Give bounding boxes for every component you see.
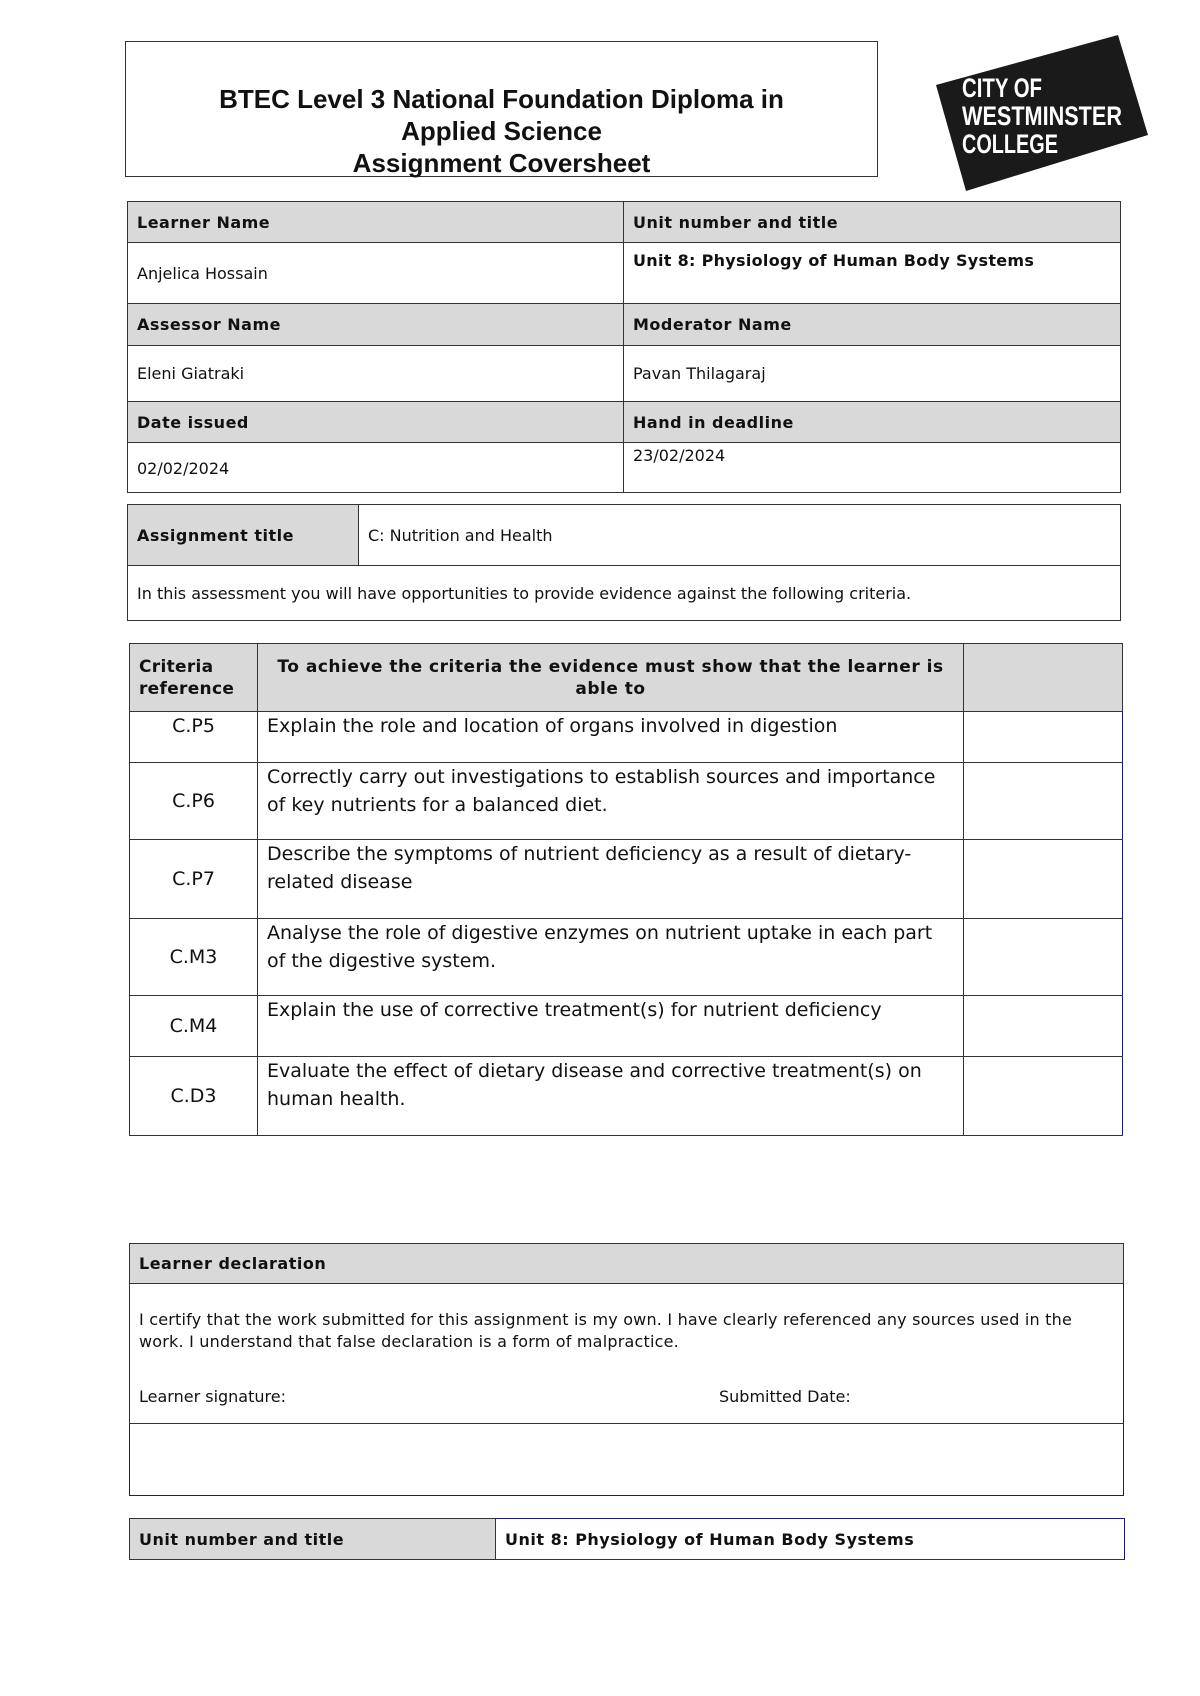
learner-name-value: Anjelica Hossain — [128, 243, 624, 304]
criteria-row — [130, 919, 1123, 996]
declaration-table — [129, 1243, 1124, 1496]
criteria-desc: Describe the symptoms of nutrient deficiency as a result of dietary-related disease — [258, 840, 964, 919]
criteria-ref: C.P6 — [130, 763, 258, 840]
learner-details-table — [127, 201, 1121, 493]
footer-unit-table — [129, 1518, 1125, 1560]
criteria-desc: Analyse the role of digestive enzymes on nutrient uptake in each part of the digestive system. — [258, 919, 964, 996]
criteria-desc: Explain the use of corrective treatment(s) for nutrient deficiency — [258, 996, 964, 1057]
criteria-blank-header — [964, 644, 1123, 712]
criteria-evidence-cell[interactable] — [964, 840, 1123, 919]
svg-text:CITY OF: CITY OF — [962, 73, 1042, 103]
document-title-box — [125, 41, 878, 177]
criteria-ref-header: Criteria reference — [130, 644, 258, 712]
criteria-ref: C.M3 — [130, 919, 258, 996]
criteria-desc: Explain the role and location of organs involved in digestion — [258, 712, 964, 763]
criteria-row — [130, 840, 1123, 919]
title-line-2: Applied Science — [401, 116, 602, 146]
criteria-table — [129, 643, 1123, 1136]
footer-unit-value: Unit 8: Physiology of Human Body Systems — [496, 1519, 1125, 1560]
signature-label: Learner signature: — [139, 1387, 286, 1406]
deadline-value: 23/02/2024 — [624, 443, 1121, 493]
svg-text:COLLEGE: COLLEGE — [962, 129, 1058, 159]
criteria-ref: C.M4 — [130, 996, 258, 1057]
title-line-3: Assignment Coversheet — [352, 148, 651, 178]
title-line-1: BTEC Level 3 National Foundation Diploma in — [219, 84, 784, 114]
learner-name-label: Learner Name — [128, 202, 624, 243]
criteria-ref: C.P7 — [130, 840, 258, 919]
college-logo — [936, 35, 1148, 191]
declaration-text: I certify that the work submitted for this assignment is my own. I have clearly referenced any sources used in the work. I understand that false declaration is a form of malpractice. — [139, 1310, 1072, 1351]
criteria-evidence-cell[interactable] — [964, 712, 1123, 763]
moderator-value: Pavan Thilagaraj — [624, 346, 1121, 402]
assignment-intro: In this assessment you will have opportunities to provide evidence against the following criteria. — [128, 566, 1121, 621]
assignment-title-value: C: Nutrition and Health — [359, 505, 1121, 566]
svg-text:WESTMINSTER: WESTMINSTER — [962, 101, 1122, 131]
declaration-heading: Learner declaration — [130, 1244, 1124, 1284]
unit-value: Unit 8: Physiology of Human Body Systems — [624, 243, 1121, 304]
criteria-desc-header: To achieve the criteria the evidence must show that the learner is able to — [258, 644, 964, 712]
submitted-date-label: Submitted Date: — [719, 1387, 851, 1406]
moderator-label: Moderator Name — [624, 304, 1121, 346]
criteria-evidence-cell[interactable] — [964, 996, 1123, 1057]
unit-label: Unit number and title — [624, 202, 1121, 243]
criteria-row — [130, 996, 1123, 1057]
declaration-body — [130, 1284, 1124, 1424]
signature-area[interactable] — [130, 1424, 1124, 1496]
criteria-row — [130, 763, 1123, 840]
assignment-title-label: Assignment title — [128, 505, 359, 566]
assessor-value: Eleni Giatraki — [128, 346, 624, 402]
criteria-evidence-cell[interactable] — [964, 919, 1123, 996]
criteria-ref: C.D3 — [130, 1057, 258, 1136]
assignment-table — [127, 504, 1121, 621]
criteria-desc: Evaluate the effect of dietary disease and corrective treatment(s) on human health. — [258, 1057, 964, 1136]
criteria-desc: Correctly carry out investigations to establish sources and importance of key nutrients for a balanced diet. — [258, 763, 964, 840]
criteria-row — [130, 712, 1123, 763]
footer-unit-label: Unit number and title — [130, 1519, 496, 1560]
criteria-ref: C.P5 — [130, 712, 258, 763]
criteria-evidence-cell[interactable] — [964, 763, 1123, 840]
deadline-label: Hand in deadline — [624, 402, 1121, 443]
criteria-evidence-cell[interactable] — [964, 1057, 1123, 1136]
assessor-label: Assessor Name — [128, 304, 624, 346]
criteria-row — [130, 1057, 1123, 1136]
date-issued-label: Date issued — [128, 402, 624, 443]
date-issued-value: 02/02/2024 — [128, 443, 624, 493]
